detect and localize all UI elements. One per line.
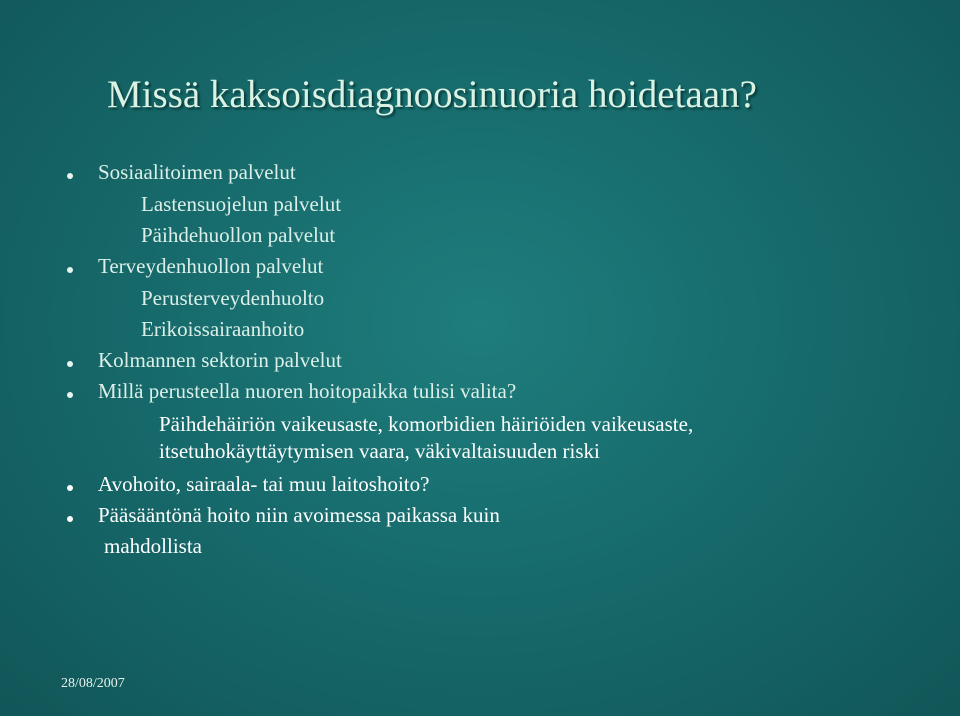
bullet-icon (67, 173, 73, 179)
list-item: Kolmannen sektorin palvelut (98, 348, 342, 372)
list-item: Pääsääntönä hoito niin avoimessa paikassa kuin (98, 503, 500, 527)
list-item: Sosiaalitoimen palvelut (98, 160, 296, 184)
bullet-icon (67, 267, 73, 273)
slide-date: 28/08/2007 (61, 676, 125, 691)
list-subitem: Erikoissairaanhoito (141, 317, 305, 341)
list-subitem: itsetuhokäyttäytymisen vaara, väkivaltaisuuden riski (159, 439, 600, 463)
bullet-icon (67, 361, 73, 367)
bullet-icon (67, 516, 73, 522)
bullet-icon (67, 485, 73, 491)
list-item-continuation: mahdollista (104, 534, 202, 558)
list-subitem: Päihdehuollon palvelut (141, 223, 336, 247)
slide-title: Missä kaksoisdiagnoosinuoria hoidetaan? (107, 73, 757, 116)
list-subitem: Päihdehäiriön vaikeusaste, komorbidien häiriöiden vaikeusaste, (159, 412, 694, 436)
list-item: Avohoito, sairaala- tai muu laitoshoito? (98, 472, 430, 496)
list-subitem: Perusterveydenhuolto (141, 286, 325, 310)
list-item: Millä perusteella nuoren hoitopaikka tulisi valita? (98, 379, 517, 403)
list-item: Terveydenhuollon palvelut (98, 254, 324, 278)
list-subitem: Lastensuojelun palvelut (141, 192, 342, 216)
bullet-icon (67, 392, 73, 398)
